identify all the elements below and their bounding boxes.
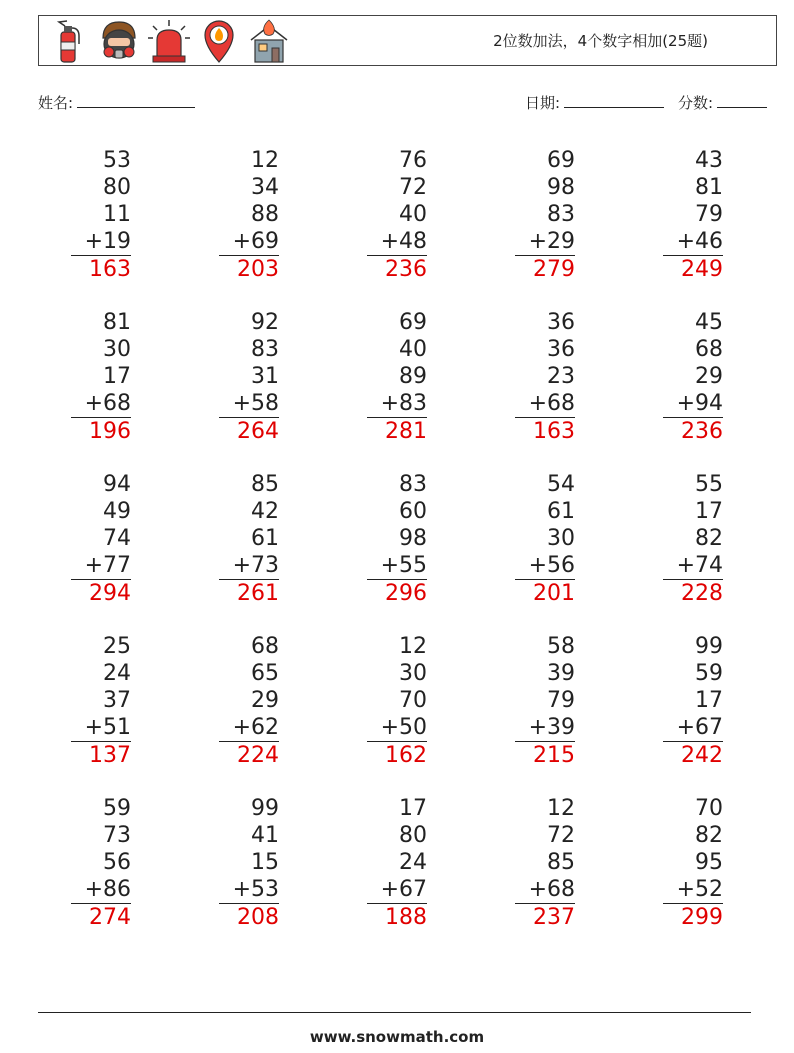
- last-addend: +68: [515, 390, 575, 418]
- last-addend: +50: [367, 714, 427, 742]
- addend: 79: [547, 688, 575, 713]
- addend: 55: [695, 472, 723, 497]
- addend: 83: [547, 202, 575, 227]
- answer: 137: [89, 743, 131, 768]
- problem-card: [367, 795, 427, 931]
- date-field: [525, 92, 664, 113]
- addend: 69: [547, 148, 575, 173]
- icon-strip: [47, 18, 291, 64]
- addend: 76: [399, 148, 427, 173]
- addend: 65: [251, 661, 279, 686]
- addend: 61: [251, 526, 279, 551]
- score-label: 分数:: [678, 94, 714, 112]
- addend: 92: [251, 310, 279, 335]
- addend: 81: [103, 310, 131, 335]
- addend: 30: [103, 337, 131, 362]
- addend: 72: [547, 823, 575, 848]
- addend: 40: [399, 337, 427, 362]
- answer: 163: [89, 257, 131, 282]
- addend: 68: [251, 634, 279, 659]
- answer: 163: [533, 419, 575, 444]
- addend: 58: [547, 634, 575, 659]
- answer: 274: [89, 905, 131, 930]
- addend: 53: [103, 148, 131, 173]
- last-addend: +29: [515, 228, 575, 256]
- problem-card: [367, 633, 427, 769]
- addend: 23: [547, 364, 575, 389]
- fire-location-pin-icon: [197, 18, 241, 64]
- last-addend: +67: [367, 876, 427, 904]
- last-addend: +68: [515, 876, 575, 904]
- addend: 25: [103, 634, 131, 659]
- addend: 17: [695, 499, 723, 524]
- addend: 29: [695, 364, 723, 389]
- last-addend: +53: [219, 876, 279, 904]
- addend: 83: [399, 472, 427, 497]
- addend: 45: [695, 310, 723, 335]
- answer: 242: [681, 743, 723, 768]
- problem-card: [71, 795, 131, 931]
- last-addend: +52: [663, 876, 723, 904]
- score-field: [678, 92, 767, 113]
- fire-extinguisher-icon: [47, 18, 91, 64]
- answer: 236: [681, 419, 723, 444]
- addend: 41: [251, 823, 279, 848]
- addend: 99: [251, 796, 279, 821]
- addend: 30: [547, 526, 575, 551]
- addend: 24: [103, 661, 131, 686]
- addend: 39: [547, 661, 575, 686]
- addend: 74: [103, 526, 131, 551]
- footer-divider: [38, 1012, 751, 1013]
- problem-card: [219, 795, 279, 931]
- answer: 249: [681, 257, 723, 282]
- answer: 237: [533, 905, 575, 930]
- last-addend: +67: [663, 714, 723, 742]
- problem-card: [663, 471, 723, 607]
- answer: 162: [385, 743, 427, 768]
- last-addend: +69: [219, 228, 279, 256]
- addend: 94: [103, 472, 131, 497]
- problem-card: [515, 471, 575, 607]
- answer: 188: [385, 905, 427, 930]
- addend: 72: [399, 175, 427, 200]
- addend: 34: [251, 175, 279, 200]
- name-label: 姓名:: [38, 94, 74, 112]
- answer: 264: [237, 419, 279, 444]
- addend: 81: [695, 175, 723, 200]
- addend: 89: [399, 364, 427, 389]
- addend: 56: [103, 850, 131, 875]
- answer: 279: [533, 257, 575, 282]
- addend: 83: [251, 337, 279, 362]
- problem-card: [663, 309, 723, 445]
- date-blank[interactable]: [564, 93, 664, 108]
- last-addend: +77: [71, 552, 131, 580]
- firefighter-mask-icon: [97, 18, 141, 64]
- addend: 30: [399, 661, 427, 686]
- answer: 224: [237, 743, 279, 768]
- name-field: [38, 92, 195, 113]
- answer: 296: [385, 581, 427, 606]
- addend: 36: [547, 310, 575, 335]
- last-addend: +46: [663, 228, 723, 256]
- addend: 12: [547, 796, 575, 821]
- problem-card: [219, 309, 279, 445]
- last-addend: +55: [367, 552, 427, 580]
- answer: 203: [237, 257, 279, 282]
- siren-icon: [147, 18, 191, 64]
- addend: 17: [103, 364, 131, 389]
- addend: 42: [251, 499, 279, 524]
- answer: 261: [237, 581, 279, 606]
- answer: 215: [533, 743, 575, 768]
- problem-card: [515, 795, 575, 931]
- footer-site: www.snowmath.com: [309, 1028, 485, 1046]
- addend: 60: [399, 499, 427, 524]
- addend: 54: [547, 472, 575, 497]
- problem-card: [515, 633, 575, 769]
- addend: 70: [695, 796, 723, 821]
- answer: 228: [681, 581, 723, 606]
- addend: 73: [103, 823, 131, 848]
- last-addend: +94: [663, 390, 723, 418]
- addend: 61: [547, 499, 575, 524]
- date-label: 日期:: [525, 94, 561, 112]
- answer: 299: [681, 905, 723, 930]
- last-addend: +74: [663, 552, 723, 580]
- last-addend: +83: [367, 390, 427, 418]
- last-addend: +39: [515, 714, 575, 742]
- addend: 11: [103, 202, 131, 227]
- problem-card: [367, 147, 427, 283]
- addend: 88: [251, 202, 279, 227]
- worksheet-header: [38, 15, 777, 66]
- addend: 59: [103, 796, 131, 821]
- addend: 12: [399, 634, 427, 659]
- last-addend: +51: [71, 714, 131, 742]
- problem-card: [71, 471, 131, 607]
- addend: 82: [695, 526, 723, 551]
- last-addend: +19: [71, 228, 131, 256]
- addend: 70: [399, 688, 427, 713]
- problem-card: [663, 795, 723, 931]
- last-addend: +68: [71, 390, 131, 418]
- addend: 43: [695, 148, 723, 173]
- answer: 201: [533, 581, 575, 606]
- addend: 80: [103, 175, 131, 200]
- problem-card: [219, 147, 279, 283]
- addend: 36: [547, 337, 575, 362]
- addend: 37: [103, 688, 131, 713]
- problem-card: [515, 309, 575, 445]
- problem-card: [71, 147, 131, 283]
- addend: 31: [251, 364, 279, 389]
- addend: 40: [399, 202, 427, 227]
- answer: 208: [237, 905, 279, 930]
- addend: 85: [251, 472, 279, 497]
- addend: 98: [399, 526, 427, 551]
- addend: 95: [695, 850, 723, 875]
- addend: 69: [399, 310, 427, 335]
- addend: 49: [103, 499, 131, 524]
- last-addend: +62: [219, 714, 279, 742]
- problem-card: [663, 147, 723, 283]
- problem-card: [663, 633, 723, 769]
- problem-card: [219, 471, 279, 607]
- addend: 79: [695, 202, 723, 227]
- problem-card: [367, 471, 427, 607]
- worksheet-title: 2位数加法，4个数字相加(25题): [493, 32, 708, 50]
- last-addend: +86: [71, 876, 131, 904]
- addend: 12: [251, 148, 279, 173]
- name-blank[interactable]: [77, 93, 195, 108]
- last-addend: +73: [219, 552, 279, 580]
- answer: 196: [89, 419, 131, 444]
- addend: 24: [399, 850, 427, 875]
- addend: 17: [399, 796, 427, 821]
- addend: 59: [695, 661, 723, 686]
- addend: 15: [251, 850, 279, 875]
- problem-card: [367, 309, 427, 445]
- answer: 294: [89, 581, 131, 606]
- addend: 17: [695, 688, 723, 713]
- addend: 99: [695, 634, 723, 659]
- addend: 98: [547, 175, 575, 200]
- answer: 281: [385, 419, 427, 444]
- addend: 68: [695, 337, 723, 362]
- problem-card: [515, 147, 575, 283]
- last-addend: +58: [219, 390, 279, 418]
- addend: 29: [251, 688, 279, 713]
- score-blank[interactable]: [717, 93, 767, 108]
- answer: 236: [385, 257, 427, 282]
- addend: 82: [695, 823, 723, 848]
- problem-card: [71, 309, 131, 445]
- house-fire-icon: [247, 18, 291, 64]
- addend: 80: [399, 823, 427, 848]
- problem-card: [219, 633, 279, 769]
- last-addend: +56: [515, 552, 575, 580]
- addend: 85: [547, 850, 575, 875]
- last-addend: +48: [367, 228, 427, 256]
- problem-card: [71, 633, 131, 769]
